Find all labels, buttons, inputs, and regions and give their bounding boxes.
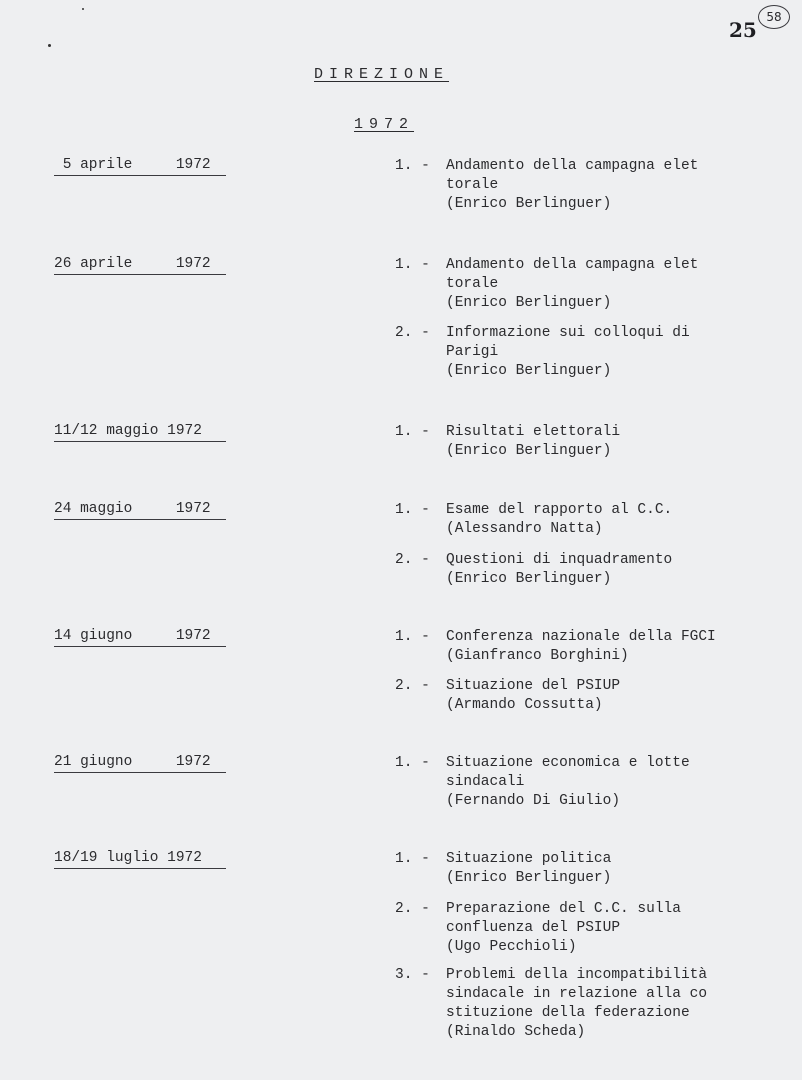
- agenda-line: (Enrico Berlinguer): [446, 196, 612, 212]
- meeting-date: 24 maggio 1972: [54, 499, 226, 520]
- meeting-date: 5 aprile 1972: [54, 155, 226, 176]
- agenda-line: torale: [446, 276, 499, 292]
- agenda-item-number: 2. -: [395, 552, 430, 568]
- paper-speck: [82, 8, 84, 10]
- agenda-line: (Alessandro Natta): [446, 521, 603, 537]
- agenda-line: sindacale in relazione alla co: [446, 986, 708, 1002]
- meeting-date: 18/19 luglio 1972: [54, 848, 226, 869]
- agenda-line: torale: [446, 177, 499, 193]
- agenda-line: (Ugo Pecchioli): [446, 939, 577, 955]
- agenda-line: Questioni di inquadramento: [446, 552, 673, 568]
- agenda-item-text: [446, 628, 756, 666]
- paper-speck: [48, 44, 51, 47]
- agenda-line: (Gianfranco Borghini): [446, 648, 629, 664]
- agenda-line: Situazione politica: [446, 851, 612, 867]
- agenda-item-text: [446, 256, 756, 313]
- agenda-line: (Enrico Berlinguer): [446, 363, 612, 379]
- agenda-item-text: [446, 324, 756, 381]
- agenda-line: (Enrico Berlinguer): [446, 295, 612, 311]
- agenda-line: Problemi della incompatibilità: [446, 967, 708, 983]
- agenda-item-number: 1. -: [395, 629, 430, 645]
- agenda-line: Conferenza nazionale della FGCI: [446, 629, 716, 645]
- agenda-item-text: [446, 966, 756, 1042]
- agenda-line: sindacali: [446, 774, 525, 790]
- agenda-line: Informazione sui colloqui di: [446, 325, 690, 341]
- agenda-line: (Enrico Berlinguer): [446, 870, 612, 886]
- page-number-circled: 58: [758, 5, 790, 29]
- meeting-date: 26 aprile 1972: [54, 254, 226, 275]
- agenda-line: Andamento della campagna elet: [446, 158, 699, 174]
- agenda-line: (Fernando Di Giulio): [446, 793, 621, 809]
- agenda-item-number: 2. -: [395, 678, 430, 694]
- agenda-item-text: [446, 551, 756, 589]
- meeting-date: 14 giugno 1972: [54, 626, 226, 647]
- agenda-item-number: 1. -: [395, 851, 430, 867]
- meeting-date: 21 giugno 1972: [54, 752, 226, 773]
- agenda-line: confluenza del PSIUP: [446, 920, 621, 936]
- agenda-item-text: [446, 900, 756, 957]
- agenda-item-number: 1. -: [395, 424, 430, 440]
- agenda-line: Parigi: [446, 344, 499, 360]
- agenda-line: stituzione della federazione: [446, 1005, 690, 1021]
- meeting-date: 11/12 maggio 1972: [54, 421, 226, 442]
- agenda-item-number: 1. -: [395, 158, 430, 174]
- document-year: 1972: [354, 116, 415, 133]
- agenda-item-text: [446, 677, 756, 715]
- agenda-item-number: 1. -: [395, 755, 430, 771]
- agenda-line: Andamento della campagna elet: [446, 257, 699, 273]
- agenda-item-number: 2. -: [395, 325, 430, 341]
- agenda-line: Situazione del PSIUP: [446, 678, 621, 694]
- agenda-line: Preparazione del C.C. sulla: [446, 901, 681, 917]
- agenda-line: (Enrico Berlinguer): [446, 571, 612, 587]
- agenda-item-text: [446, 850, 756, 888]
- agenda-line: Risultati elettorali: [446, 424, 621, 440]
- agenda-line: (Enrico Berlinguer): [446, 443, 612, 459]
- agenda-item-number: 1. -: [395, 502, 430, 518]
- agenda-item-number: 1. -: [395, 257, 430, 273]
- page-number: 25: [729, 18, 757, 42]
- agenda-item-number: 2. -: [395, 901, 430, 917]
- agenda-line: (Armando Cossutta): [446, 697, 603, 713]
- agenda-item-text: [446, 157, 756, 214]
- agenda-item-text: [446, 423, 756, 461]
- document-title: DIREZIONE: [314, 66, 450, 83]
- agenda-item-number: 3. -: [395, 967, 430, 983]
- agenda-line: (Rinaldo Scheda): [446, 1024, 586, 1040]
- agenda-item-text: [446, 754, 756, 811]
- agenda-line: Esame del rapporto al C.C.: [446, 502, 673, 518]
- agenda-item-text: [446, 501, 756, 539]
- agenda-line: Situazione economica e lotte: [446, 755, 690, 771]
